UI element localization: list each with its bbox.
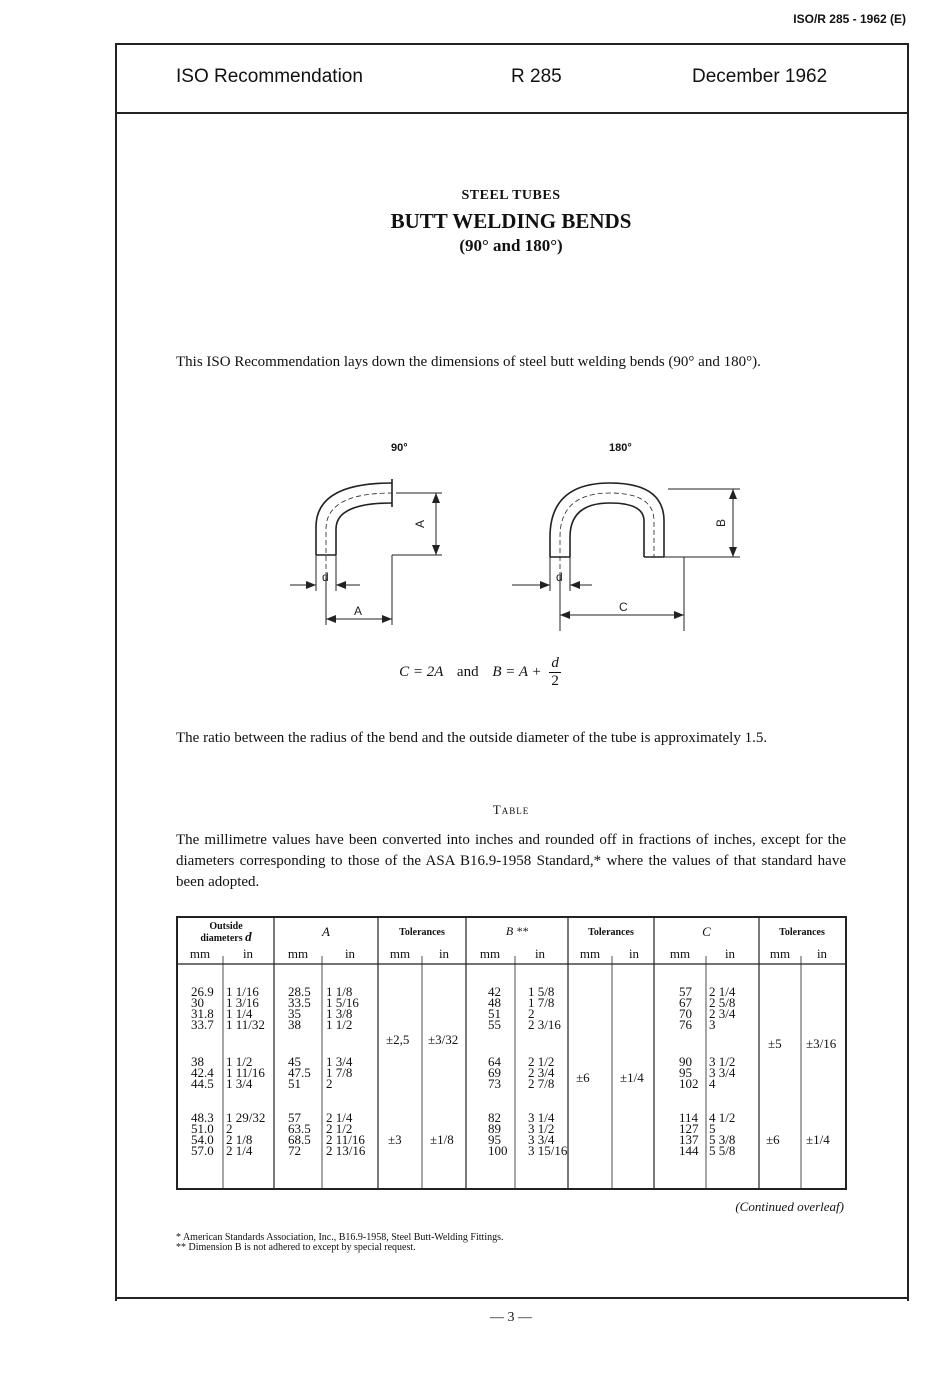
header-tolerances-c: Tolerances (779, 927, 825, 938)
g1-b-mm: 42 48 51 55 (488, 984, 501, 1032)
g2-b-in: 2 1/2 2 3/4 2 7/8 (528, 1054, 555, 1091)
g2-c-in: 3 1/2 3 3/4 4 (709, 1054, 736, 1091)
header-left: ISO Recommendation (176, 66, 363, 87)
g2-d-mm: 38 42.4 44.5 (191, 1054, 214, 1091)
formula-b-lhs: B (492, 663, 502, 680)
bend-180-centerline (560, 493, 654, 577)
unit-a-in: in (344, 946, 356, 961)
tol-b-in: ±1/4 (620, 1070, 644, 1085)
continued-note: (Continued overleaf) (735, 1199, 844, 1214)
table-note: The millimetre values have been converted into inches and rounded off in fractions of inches, except for the diameters corresponding to those of the ASA B16.9-1958 Standard,* where the values of that standard have been adopted. (176, 832, 846, 890)
arrow-a2-right (382, 615, 392, 623)
document-code: ISO/R 285 - 1962 (E) (793, 12, 906, 26)
tol-c1-in: ±3/16 (806, 1036, 837, 1051)
g2-b-mm: 64 69 73 (488, 1054, 501, 1091)
g1-d-mm: 26.9 30 31.8 33.7 (191, 984, 214, 1032)
g1-a-in: 1 1/8 1 5/16 1 3/8 1 1/2 (326, 984, 359, 1032)
tol-a2-in: ±1/8 (430, 1132, 454, 1147)
dim-d-90-label: d (322, 570, 329, 584)
formula-c-lhs: C (399, 663, 410, 680)
title-sub: (90° and 180°) (459, 236, 563, 255)
header-a: A (322, 924, 330, 939)
page-number: — 3 — (490, 1310, 532, 1325)
tol-c2-in: ±1/4 (806, 1132, 830, 1147)
tol-a2-mm: ±3 (388, 1132, 402, 1147)
header-b: B ** (505, 924, 529, 938)
dimensions-table (176, 916, 847, 1190)
header-diameters-label: diameters (200, 933, 243, 944)
bottom-rule (115, 1297, 907, 1299)
arrow-a-bottom (432, 545, 440, 555)
tol-a1-in: ±3/32 (428, 1032, 459, 1047)
tol-c1-mm: ±5 (768, 1036, 782, 1051)
tol-c2-mm: ±6 (766, 1132, 780, 1147)
arrow-b-bottom (729, 547, 737, 557)
ratio-paragraph: The ratio between the radius of the bend and the outside diameter of the tube is approximately 1.5. (176, 730, 768, 746)
header-tolerances-b: Tolerances (588, 927, 634, 938)
tol-b-mm: ±6 (576, 1070, 590, 1085)
dim-a-label: A (413, 519, 427, 528)
formula-and: and (456, 663, 479, 680)
header-outside-label: Outside (209, 921, 243, 932)
arrow-a2-left (326, 615, 336, 623)
table-caption: Table (492, 802, 530, 817)
formula-denominator: 2 (551, 673, 559, 689)
arrow-d90-right (336, 581, 346, 589)
unit-tol2-in: in (628, 946, 640, 961)
g2-a-in: 1 3/4 1 7/8 2 (326, 1054, 353, 1091)
unit-tol2-mm: mm (579, 946, 601, 961)
g3-d-mm: 48.3 51.0 54.0 57.0 (191, 1110, 214, 1158)
formula-numerator: d (551, 655, 559, 671)
unit-b-mm: mm (479, 946, 501, 961)
dim-b-label: B (714, 518, 728, 527)
header-tolerances-a: Tolerances (399, 927, 445, 938)
tol-a1-mm: ±2,5 (386, 1032, 410, 1047)
unit-d-in: in (242, 946, 254, 961)
arrow-d180-left (540, 581, 550, 589)
arrow-a-top (432, 493, 440, 503)
formula-c-rhs: = 2A (412, 663, 444, 680)
g3-a-mm: 57 63.5 68.5 72 (288, 1110, 311, 1158)
bend-180-inner-wall (570, 503, 644, 557)
bend-diagram (270, 465, 750, 635)
g1-d-in: 1 1/16 1 3/16 1 1/4 1 11/32 (226, 984, 265, 1032)
title-main: BUTT WELDING BENDS (390, 209, 632, 233)
dim-c-label: C (619, 600, 628, 614)
header-c: C (702, 924, 711, 939)
title-small: STEEL TUBES (461, 188, 561, 203)
g1-c-in: 2 1/4 2 5/8 2 3/4 3 (709, 984, 736, 1032)
g3-b-in: 3 1/4 3 1/2 3 3/4 3 15/16 (528, 1110, 568, 1158)
g3-a-in: 2 1/4 2 1/2 2 11/16 2 13/16 (326, 1110, 366, 1158)
label-180-degree: 180° (609, 442, 632, 454)
g1-c-mm: 57 67 70 76 (679, 984, 692, 1032)
arrow-b-top (729, 489, 737, 499)
arrow-d90-left (306, 581, 316, 589)
arrow-d180-right (570, 581, 580, 589)
dim-a2-label: A (354, 604, 363, 618)
dim-d-180-label: d (556, 570, 563, 584)
header-d-symbol: d (245, 929, 252, 944)
g3-c-mm: 114 127 137 144 (679, 1110, 699, 1158)
bend-90-inner-wall (336, 503, 392, 555)
formula-b-rhs: = A + (505, 663, 542, 680)
unit-c-mm: mm (669, 946, 691, 961)
g2-c-mm: 90 95 102 (679, 1054, 699, 1091)
g1-a-mm: 28.5 33.5 35 38 (288, 984, 311, 1032)
g2-d-in: 1 1/2 1 11/16 1 3/4 (226, 1054, 265, 1091)
header-outside-diameters (188, 922, 264, 944)
unit-a-mm: mm (287, 946, 309, 961)
unit-tol3-in: in (816, 946, 828, 961)
unit-tol1-in: in (438, 946, 450, 961)
arrow-c-right (674, 611, 684, 619)
unit-c-in: in (724, 946, 736, 961)
footnote-2: ** Dimension B is not adhered to except by special request. (176, 1242, 416, 1253)
header-right: December 1962 (692, 66, 828, 87)
g3-c-in: 4 1/2 5 5 3/8 5 5/8 (709, 1110, 736, 1158)
unit-tol1-mm: mm (389, 946, 411, 961)
header-middle: R 285 (511, 66, 562, 87)
bend-180-outer-wall (550, 483, 664, 557)
g1-b-in: 1 5/8 1 7/8 2 2 3/16 (528, 984, 561, 1032)
label-90-degree: 90° (391, 442, 408, 454)
arrow-c-left (560, 611, 570, 619)
intro-paragraph: This ISO Recommendation lays down the dimensions of steel butt welding bends (90° and 180°). (176, 354, 761, 370)
unit-b-in: in (534, 946, 546, 961)
unit-tol3-mm: mm (769, 946, 791, 961)
header-rule (115, 112, 907, 114)
formula-fraction (549, 655, 561, 690)
g3-d-in: 1 29/32 2 2 1/8 2 1/4 (226, 1110, 266, 1158)
unit-d-mm: mm (189, 946, 211, 961)
formula (330, 655, 630, 690)
g3-b-mm: 82 89 95 100 (488, 1110, 508, 1158)
footnote-1: * American Standards Association, Inc., B16.9-1958, Steel Butt-Welding Fittings. (176, 1232, 504, 1243)
g2-a-mm: 45 47.5 51 (288, 1054, 311, 1091)
